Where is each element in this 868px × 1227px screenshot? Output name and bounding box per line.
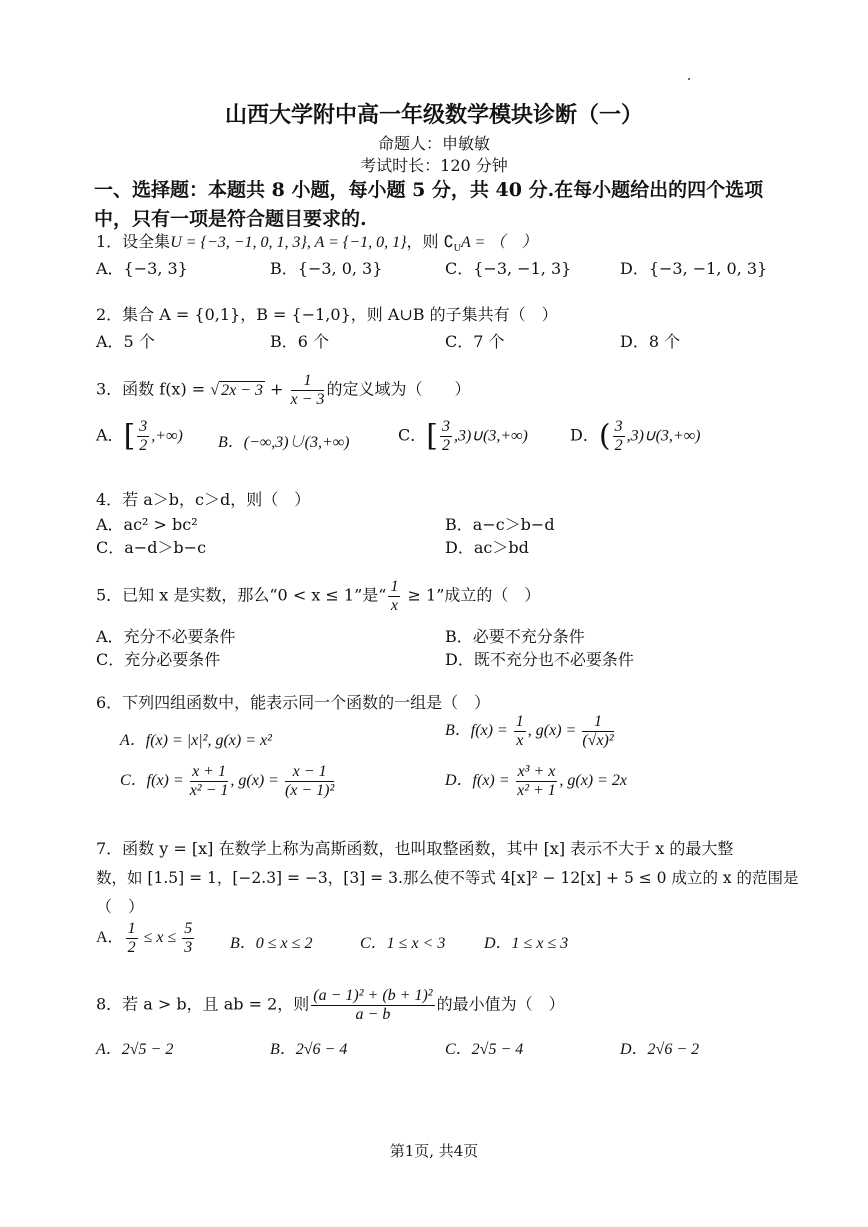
q1-suffix: ，则 ∁: [406, 232, 454, 251]
q4-option-b[interactable]: B．a−c＞b−d: [445, 515, 555, 534]
q6-b-prefix: B．f(x) =: [445, 721, 512, 739]
q6-b-f-frac: [514, 713, 526, 749]
q2-option-a[interactable]: A．5 个: [96, 332, 155, 351]
q3-a-den: 2: [139, 436, 148, 454]
section-heading-line1: 一、选择题：本题共 8 小题，每小题 5 分，共 40 分.在每小题给出的四个选项: [94, 179, 764, 201]
q1-prefix: 1．设全集: [96, 232, 171, 251]
q3-c-den: 2: [441, 436, 450, 454]
exam-title: 山西大学附中高一年级数学模块诊断（一）: [224, 102, 643, 128]
q1-option-a[interactable]: A．{−3, 3}: [96, 259, 188, 278]
q6-d-f-den: x² + 1: [517, 781, 556, 799]
q6-option-a[interactable]: A．f(x) = |x|², g(x) = x²: [120, 732, 272, 749]
q7-a-frac2: [182, 920, 194, 956]
q3-option-a[interactable]: A．[ $\frac{3}{2}$ ,+∞): [96, 418, 183, 454]
q3-plus: +: [264, 379, 289, 399]
q2-option-d[interactable]: D．8 个: [620, 332, 681, 351]
q8-fraction: [311, 987, 434, 1023]
q7-option-d[interactable]: D．1 ≤ x ≤ 3: [484, 935, 569, 952]
q8-prefix: 8．若 a > b，且 ab = 2，则: [96, 994, 310, 1014]
q6-c-f-num: x + 1: [190, 763, 229, 782]
question-4: 4．若 a＞b，c＞d，则（ ）: [96, 490, 311, 509]
q3-a-frac: [137, 418, 149, 454]
q4-option-c[interactable]: C．a−d＞b−c: [96, 538, 207, 557]
q3-d-tail: ,3)∪(3,+∞): [626, 427, 701, 445]
q6-b-g-frac: [582, 713, 613, 749]
q3-prefix: 3．函数 f(x) =: [96, 379, 211, 399]
question-6: 6．下列四组函数中，能表示同一个函数的一组是（ ）: [96, 693, 491, 712]
q5-option-b[interactable]: B．必要不充分条件: [445, 627, 585, 646]
q3-c-label: C．: [398, 425, 427, 445]
q5-option-c[interactable]: C．充分必要条件: [96, 650, 221, 669]
q6-c-prefix: C．f(x) =: [120, 771, 188, 789]
q3-option-d[interactable]: D．( $\frac{3}{2}$ ,3)∪(3,+∞): [570, 418, 701, 454]
q3-fraction: [291, 372, 325, 408]
q1-sub: U: [453, 243, 462, 255]
q3-suffix: 的定义域为（ ）: [326, 379, 471, 399]
q3-d-num: 3: [614, 418, 623, 435]
question-7-line1: 7．函数 y = [x] 在数学上称为高斯函数，也叫取整函数，其中 [x] 表示不大于 x 的最大整: [96, 839, 734, 858]
q7-a-den2: 3: [184, 938, 193, 956]
q4-option-d[interactable]: D．ac＞bd: [445, 538, 529, 557]
q5-option-a[interactable]: A．充分不必要条件: [96, 627, 236, 646]
q8-frac-num: (a − 1)² + (b + 1)²: [313, 987, 433, 1004]
q3-sqrt: 2x − 3: [221, 381, 263, 399]
q7-a-label: A．: [96, 928, 124, 946]
question-2: 2．集合 A = {0,1}，B = {−1,0}，则 A∪B 的子集共有（ ）: [96, 305, 558, 324]
q6-c-mid: , g(x) =: [230, 771, 283, 789]
q5-option-d[interactable]: D．既不充分也不必要条件: [445, 650, 634, 669]
question-3: 3．函数 f(x) = √ 2x − 3 + $\frac{1}{x - 3}$ 的定义域为（ ）: [96, 372, 471, 408]
q3-frac-num: 1: [291, 372, 325, 391]
q6-c-f-den: x² − 1: [189, 781, 229, 799]
q7-a-num2: 5: [184, 920, 193, 937]
q6-b-f-num: 1: [515, 713, 524, 730]
q3-d-den: 2: [614, 436, 623, 454]
q3-d-label: D．: [570, 425, 599, 445]
q6-c-f-frac: [190, 763, 229, 799]
q1-option-d[interactable]: D．{−3, −1, 0, 3}: [620, 259, 768, 278]
q6-d-f-num: x³ + x: [517, 763, 556, 780]
q6-c-g-frac: [285, 763, 334, 799]
q6-option-d[interactable]: [445, 763, 627, 799]
q3-frac-den: x − 3: [290, 390, 325, 408]
scan-speck: [688, 78, 690, 80]
q3-c-frac: [440, 418, 452, 454]
q6-c-g-num: x − 1: [285, 763, 334, 782]
q3-c-num: 3: [441, 418, 450, 435]
q6-d-f-frac: [516, 763, 558, 799]
q5-frac-num: 1: [390, 578, 399, 595]
question-7-line3: （ ）: [96, 897, 145, 916]
question-8: [96, 987, 565, 1023]
q6-b-f-den: x: [516, 731, 524, 749]
q5-prefix: 5．已知 x 是实数，那么“0 < x ≤ 1”是“: [96, 585, 387, 605]
q6-d-prefix: D．f(x) =: [445, 771, 514, 789]
q8-option-c[interactable]: C．2√5 − 4: [445, 1041, 524, 1058]
q6-b-g-den: (√x)²: [582, 731, 614, 749]
question-5: [96, 578, 540, 614]
q3-a-tail: ,+∞): [151, 427, 183, 445]
q7-a-num1: 1: [127, 920, 136, 937]
q5-frac-den: x: [390, 596, 399, 614]
q1-option-b[interactable]: B．{−3, 0, 3}: [270, 259, 383, 278]
q1-body: U = {−3, −1, 0, 1, 3}, A = {−1, 0, 1}: [170, 234, 407, 251]
q3-option-c[interactable]: C．[ $\frac{3}{2}$ ,3)∪(3,+∞): [398, 418, 528, 454]
q5-fraction: [388, 578, 400, 614]
q2-option-c[interactable]: C．7 个: [445, 332, 505, 351]
q5-suffix: ≥ 1”成立的（ ）: [402, 585, 541, 605]
exam-author: 命题人：申敏敏: [377, 134, 490, 153]
q3-d-frac: [613, 418, 625, 454]
question-1: [96, 229, 537, 254]
q7-option-c[interactable]: C．1 ≤ x < 3: [360, 935, 446, 952]
q1-tail: A = （ ）: [461, 234, 538, 251]
question-7-line2: 数，如 [1.5] = 1，[−2.3] = −3，[3] = 3.那么使不等式 4[x]² − 12[x] + 5 ≤ 0 成立的 x 的范围是: [96, 869, 799, 887]
q7-option-b[interactable]: B．0 ≤ x ≤ 2: [230, 935, 313, 952]
exam-duration: 考试时长：120 分钟: [360, 156, 508, 175]
q6-b-g-num: 1: [582, 713, 613, 732]
q8-suffix: 的最小值为（ ）: [436, 994, 565, 1014]
q8-option-d[interactable]: D．2√6 − 2: [620, 1041, 700, 1058]
q8-frac-den: a − b: [355, 1005, 391, 1023]
q6-option-c[interactable]: [120, 763, 336, 799]
q2-option-b[interactable]: B．6 个: [270, 332, 330, 351]
q3-option-b[interactable]: B．(−∞,3)∪(3,+∞): [218, 434, 350, 451]
q3-c-tail: ,3)∪(3,+∞): [453, 427, 528, 445]
q6-b-mid: , g(x) =: [527, 721, 581, 739]
q8-option-b[interactable]: B．2√6 − 4: [270, 1041, 348, 1058]
q6-option-b[interactable]: [445, 713, 616, 749]
q6-d-mid: , g(x) = 2x: [559, 771, 628, 789]
page-footer: 第1页, 共4页: [389, 1142, 479, 1160]
q1-option-c[interactable]: C．{−3, −1, 3}: [445, 259, 572, 278]
q7-a-frac1: [126, 920, 138, 956]
q3-a-label: A．: [96, 425, 124, 445]
q4-option-a[interactable]: A．ac² > bc²: [96, 515, 198, 534]
q7-a-den1: 2: [127, 938, 136, 956]
section-heading-line2: 中，只有一项是符合题目要求的.: [94, 208, 367, 230]
q8-option-a[interactable]: A．2√5 − 2: [96, 1041, 174, 1058]
q7-option-a[interactable]: [96, 920, 196, 956]
q6-c-g-den: (x − 1)²: [284, 781, 335, 799]
q3-a-num: 3: [139, 418, 148, 435]
q7-a-mid: ≤ x ≤: [139, 928, 181, 946]
